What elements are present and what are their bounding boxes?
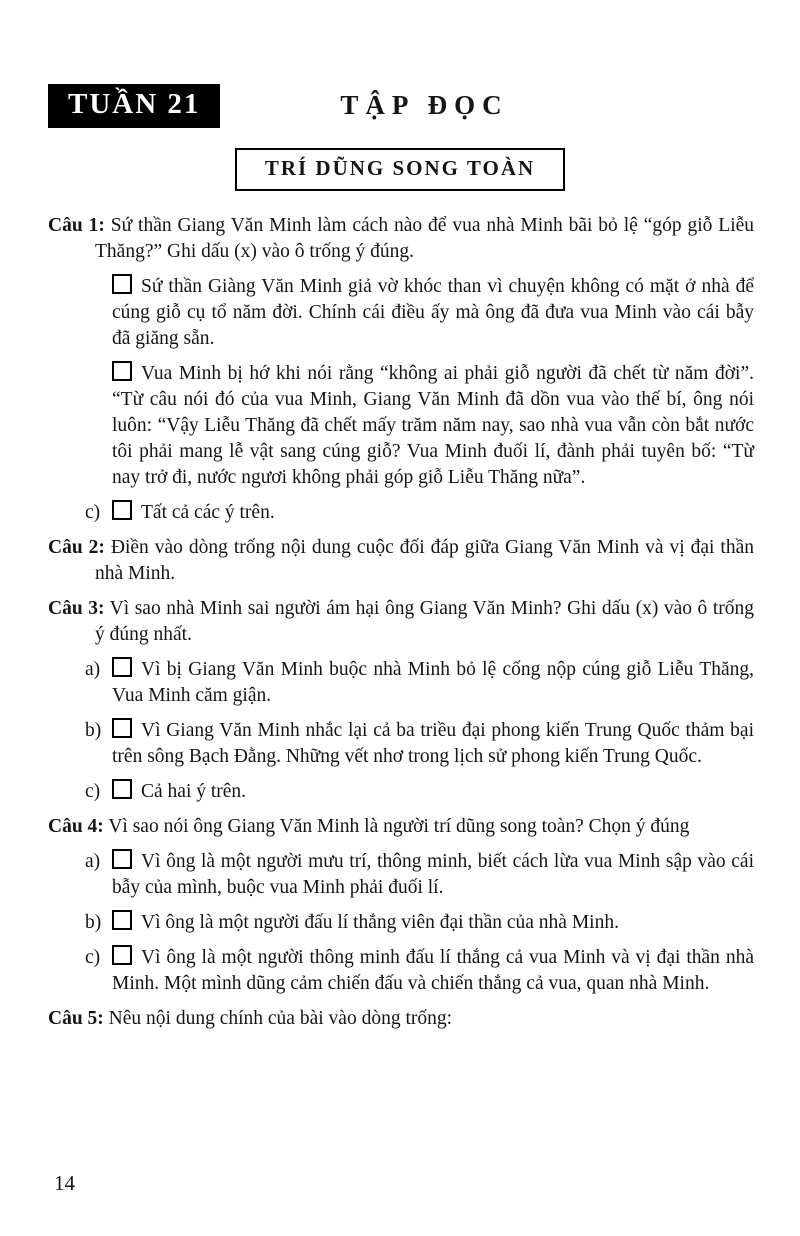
question-4-option-a bbox=[48, 849, 754, 901]
question-5-text: Nêu nội dung chính của bài vào dòng trống: bbox=[108, 1007, 453, 1029]
lesson-title-row bbox=[0, 148, 800, 191]
option-text: Vua Minh bị hớ khi nói rằng “không ai phải giỗ người đã chết từ năm đời”. “Từ câu nói đó của vua Minh, Giang Văn Minh đã dồn vua vào thế bí, ông nói luôn: “Vậy Liễu Thăng đã chết mấy trăm năm nay, sao nhà vua vẫn còn bắt nước tôi phải mang lễ vật sang cúng giỗ? Vua Minh đuối lí, đành phải tuyên bố: “Từ nay trở đi, nước ngươi không phải góp giỗ Liễu Thăng nữa”. bbox=[112, 362, 754, 488]
question-1-text: Sứ thần Giang Văn Minh làm cách nào để vua nhà Minh bãi bỏ lệ “góp giỗ Liễu Thăng?” Ghi dấu (x) vào ô trống ý đúng. bbox=[95, 214, 755, 262]
option-letter: b) bbox=[85, 719, 102, 741]
question-5 bbox=[48, 1006, 754, 1032]
option-letter: a) bbox=[85, 850, 101, 872]
checkbox[interactable] bbox=[112, 910, 132, 930]
checkbox[interactable] bbox=[112, 657, 132, 677]
option-text: Vì ông là một người thông minh đấu lí thắng cả vua Minh và vị đại thần nhà Minh. Một mình dũng cảm chiến đấu và chiến thắng cả vua, quan nhà Minh. bbox=[112, 946, 754, 994]
question-4-text: Vì sao nói ông Giang Văn Minh là người trí dũng song toàn? Chọn ý đúng bbox=[108, 815, 690, 837]
option-letter: c) bbox=[85, 501, 101, 523]
question-1-option-c bbox=[48, 500, 754, 526]
page-number: 14 bbox=[54, 1171, 75, 1195]
section-title: TẬP ĐỌC bbox=[340, 90, 509, 121]
content bbox=[48, 213, 754, 1032]
question-2 bbox=[48, 535, 754, 587]
option-letter: a) bbox=[85, 658, 101, 680]
option-text: Vì Giang Văn Minh nhắc lại cả ba triều đại phong kiến Trung Quốc thảm bại trên sông Bạch Đằng. Những vết nhơ trong lịch sử phong kiến Trung Quốc. bbox=[112, 719, 754, 767]
question-4 bbox=[48, 814, 754, 840]
checkbox[interactable] bbox=[112, 500, 132, 520]
checkbox[interactable] bbox=[112, 779, 132, 799]
week-badge: TUẦN 21 bbox=[48, 84, 220, 128]
question-5-label: Câu 5: bbox=[48, 1007, 104, 1029]
question-4-option-c bbox=[48, 945, 754, 997]
checkbox[interactable] bbox=[112, 849, 132, 869]
question-3-option-a bbox=[48, 657, 754, 709]
question-1-option-1 bbox=[48, 274, 754, 352]
option-letter: c) bbox=[85, 780, 101, 802]
checkbox[interactable] bbox=[112, 274, 132, 294]
lesson-title: TRÍ DŨNG SONG TOÀN bbox=[235, 148, 565, 191]
option-text: Cả hai ý trên. bbox=[141, 780, 247, 802]
question-2-text: Điền vào dòng trống nội dung cuộc đối đáp giữa Giang Văn Minh và vị đại thần nhà Minh. bbox=[95, 536, 754, 584]
question-4-label: Câu 4: bbox=[48, 815, 104, 837]
question-3-option-c bbox=[48, 779, 754, 805]
option-text: Tất cả các ý trên. bbox=[141, 501, 275, 523]
checkbox[interactable] bbox=[112, 945, 132, 965]
question-4-option-b bbox=[48, 910, 754, 936]
option-text: Vì ông là một người đấu lí thắng viên đại thần của nhà Minh. bbox=[141, 911, 619, 933]
option-text: Sứ thần Giàng Văn Minh giả vờ khóc than vì chuyện không có mặt ở nhà để cúng giỗ cụ tổ năm đời. Chính cái điều ấy mà ông đã đưa vua Minh vào cái bẫy đã giăng sẵn. bbox=[112, 275, 754, 349]
question-3-label: Câu 3: bbox=[48, 597, 105, 619]
page-header bbox=[48, 84, 800, 128]
question-2-label: Câu 2: bbox=[48, 536, 105, 558]
question-1-label: Câu 1: bbox=[48, 214, 105, 236]
question-3-text: Vì sao nhà Minh sai người ám hại ông Giang Văn Minh? Ghi dấu (x) vào ô trống ý đúng nhất. bbox=[95, 597, 754, 645]
checkbox[interactable] bbox=[112, 361, 132, 381]
option-text: Vì ông là một người mưu trí, thông minh, biết cách lừa vua Minh sập vào cái bẫy của mình, buộc vua Minh phải đuối lí. bbox=[112, 850, 754, 898]
checkbox[interactable] bbox=[112, 718, 132, 738]
option-letter: c) bbox=[85, 946, 101, 968]
option-letter: b) bbox=[85, 911, 102, 933]
question-1 bbox=[48, 213, 754, 265]
question-3 bbox=[48, 596, 754, 648]
question-1-option-2 bbox=[48, 361, 754, 491]
question-3-option-b bbox=[48, 718, 754, 770]
option-text: Vì bị Giang Văn Minh buộc nhà Minh bỏ lệ cống nộp cúng giỗ Liễu Thăng, Vua Minh căm giận. bbox=[112, 658, 754, 706]
